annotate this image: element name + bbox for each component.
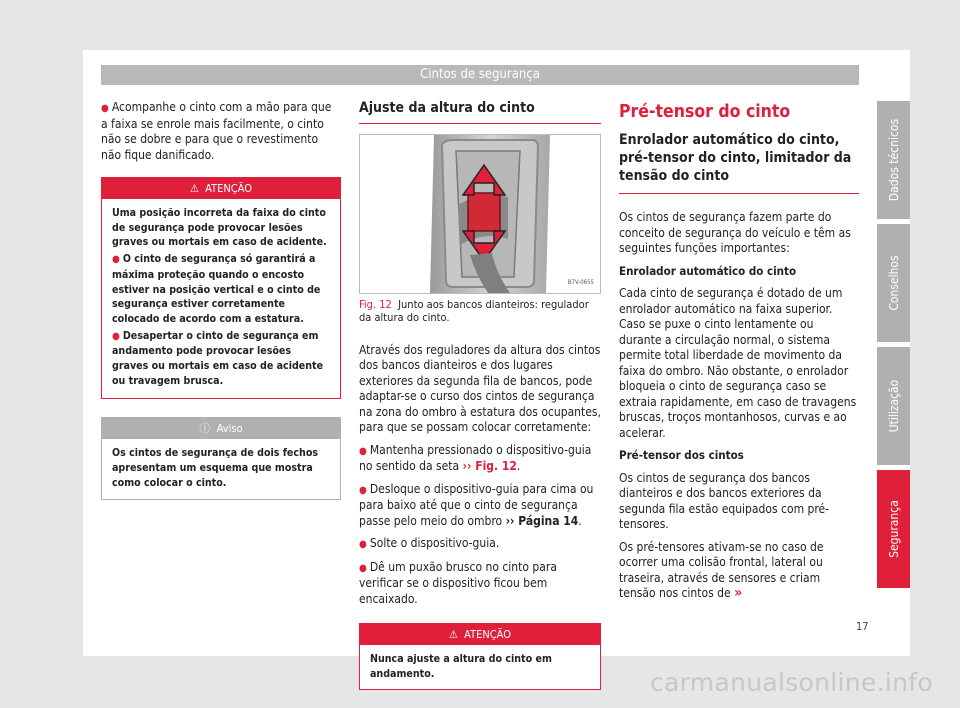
figure-code: B7V-0655: [567, 279, 594, 286]
warning-body: Nunca ajuste a altura do cinto em andamento.: [360, 645, 600, 689]
bullet-icon: ●: [112, 254, 120, 266]
warning-item: ● O cinto de segurança só garantirá a máxima proteção quando o encosto estiver na posição vertical e o cinto de segurança estiver corretamente colocado de acordo com a estatura.: [112, 253, 321, 325]
subheading: Enrolador automático do cinto: [619, 263, 797, 278]
body-paragraph: Através dos reguladores da altura dos cintos dos bancos dianteiros e dos lugares exteriores da segunda fila de bancos, pode adaptar-se o curso dos cintos de segurança na zona do ombro à estatura dos ocupantes, para que se possam colocar corretamente:: [359, 342, 601, 434]
section-heading: Ajuste da altura do cinto: [359, 101, 601, 124]
info-icon: ⓘ: [199, 422, 211, 436]
step-item: ● Dê um puxão brusco no cinto para verificar se o dispositivo ficou bem encaixado.: [359, 559, 557, 606]
body-paragraph: Os pré-tensores ativam-se no caso de ocorrer uma colisão frontal, lateral ou traseira, através de sensores e criam tensão nos cintos de »: [619, 539, 824, 601]
step-item: ● Solte o dispositivo-guia.: [359, 536, 500, 550]
figure-caption: Fig. 12 Junto aos bancos dianteiros: regulador da altura do cinto.: [359, 297, 589, 324]
figure-link[interactable]: ›› Fig. 12: [462, 459, 517, 473]
body-paragraph: Cada cinto de segurança é dotado de um enrolador automático na faixa superior. Caso se puxe o cinto lentamente ou durante a circulação normal, o sistema permite total liberdade de movimento da faixa do ombro. Não obstante, o enrolador bloqueia o cinto de segurança caso se extraia rapidamente, em caso de travagens bruscas, troços montanhosos, curvas e ao acelerar.: [619, 286, 857, 440]
step-item: ● Desloque o dispositivo-guia para cima ou para baixo até que o cinto de segurança passe pelo meio do ombro ›› Página 14.: [359, 481, 594, 528]
page-link[interactable]: ›› Página 14: [505, 513, 579, 528]
warning-lead: Uma posição incorreta da faixa do cinto de segurança pode provocar lesões graves ou mortais em caso de acidente.: [112, 207, 327, 249]
warning-header: ⚠ ATENÇÃO: [102, 178, 340, 199]
warning-box: [359, 623, 601, 690]
warning-header: ⚠ ATENÇÃO: [360, 624, 600, 645]
bullet-icon: ●: [359, 562, 367, 574]
note-box: [101, 417, 341, 499]
right-column: [619, 101, 859, 609]
middle-column: [359, 101, 601, 690]
left-column: [101, 100, 341, 500]
warning-triangle-icon: ⚠: [189, 182, 199, 195]
tab-conselhos[interactable]: Conselhos: [877, 224, 910, 342]
warning-box: [101, 177, 341, 399]
note-header: ⓘ Aviso: [102, 418, 340, 439]
bullet-icon: ●: [101, 103, 109, 114]
bullet-icon: ●: [359, 484, 367, 496]
belt-height-adjuster-illustration: [360, 135, 600, 293]
section-subtitle: Enrolador automático do cinto, pré-tensor do cinto, limitador da tensão do cinto: [619, 131, 859, 194]
watermark: carmanualsonline.info: [650, 668, 933, 697]
continue-icon: »: [734, 585, 743, 601]
figure-12: [359, 134, 601, 294]
chapter-title: Pré-tensor do cinto: [619, 102, 791, 122]
intro-paragraph: ● Acompanhe o cinto com a mão para que a faixa se enrole mais facilmente, o cinto não se dobre e para que o revestimento não fique danificado.: [101, 100, 332, 162]
tab-utilizacao[interactable]: Utilização: [877, 347, 910, 465]
body-paragraph: Os cintos de segurança dos bancos dianteiros e dos bancos exteriores da segunda fila estão equipados com pré-tensores.: [619, 470, 830, 531]
warning-triangle-icon: ⚠: [448, 628, 458, 641]
warning-item: ● Desapertar o cinto de segurança em andamento pode provocar lesões graves ou mortais em caso de acidente ou travagem brusca.: [112, 329, 324, 387]
note-body: Os cintos de segurança de dois fechos apresentam um esquema que mostra como colocar o cinto.: [112, 447, 319, 489]
tab-dados-tecnicos[interactable]: Dados técnicos: [877, 101, 910, 219]
subheading: Pré-tensor dos cintos: [619, 448, 744, 462]
tab-seguranca[interactable]: Segurança: [877, 470, 910, 588]
page-number: 17: [856, 620, 869, 633]
body-paragraph: Os cintos de segurança fazem parte do conceito de segurança do veículo e têm as seguintes funções importantes:: [619, 210, 851, 255]
bullet-icon: ●: [112, 330, 120, 342]
bullet-icon: ●: [359, 445, 367, 457]
step-item: ● Mantenha pressionado o dispositivo-guia no sentido da seta ›› Fig. 12.: [359, 442, 592, 473]
bullet-icon: ●: [359, 539, 367, 550]
page-header: Cintos de segurança: [101, 65, 859, 85]
warning-body: [102, 199, 340, 398]
